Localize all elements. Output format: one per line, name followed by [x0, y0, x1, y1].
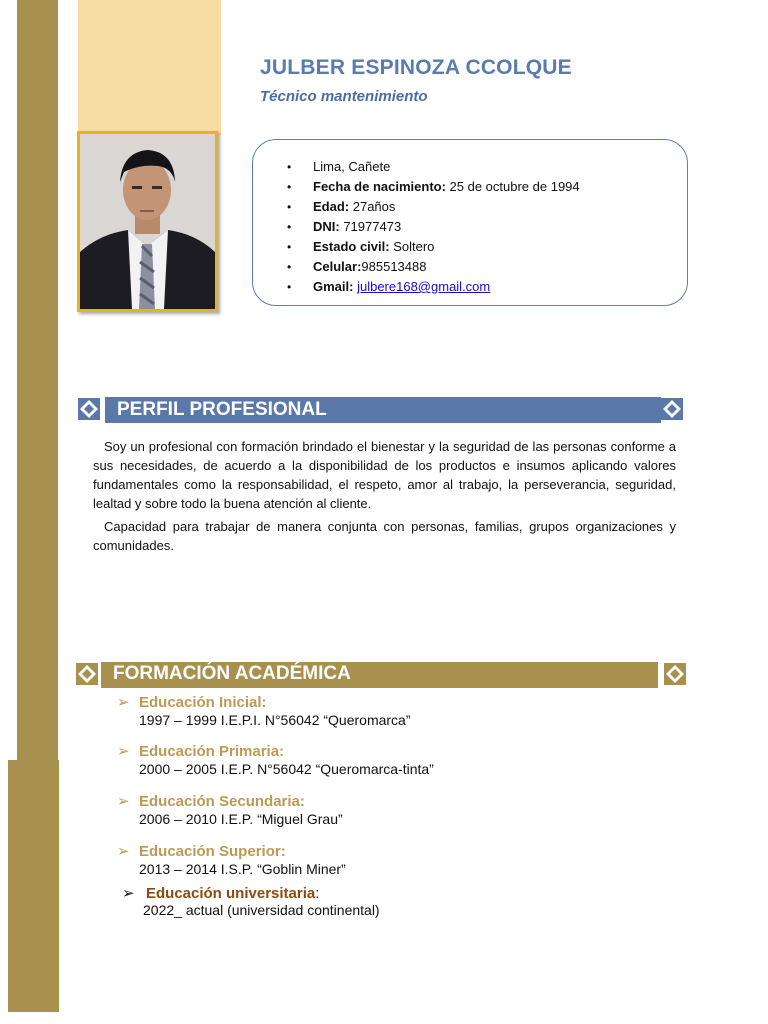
contact-dni: • DNI: 71977473 [287, 217, 580, 237]
education-item [117, 842, 346, 877]
education-item-title: ➢ Educación Superior: [117, 843, 286, 860]
left-side-bar [17, 0, 58, 760]
contact-info-box [252, 139, 688, 306]
education-item-title: ➢ Educación Inicial: [117, 694, 267, 711]
arrow-bullet-icon: ➢ [117, 694, 130, 711]
bullet-icon: • [287, 280, 292, 294]
profile-paragraph: Soy un profesional con formación brindado el bienestar y la seguridad de las personas conforme a sus necesidades, de acuerdo a la disponibilidad de los productos e insumos aplicando valores fundamentales como la responsabilidad, el respeto, amor al trabajo, la perseverancia, seguridad, lealtad y sobre todo la buena atención al cliente. [93, 439, 676, 511]
education-item-detail: 2000 – 2005 I.E.P. N°56042 “Queromarca-tinta” [139, 761, 434, 777]
arrow-bullet-icon: ➢ [117, 793, 130, 810]
diamond-ornament-icon [661, 398, 683, 420]
arrow-bullet-icon: ➢ [117, 743, 130, 760]
bullet-icon: • [287, 160, 292, 174]
profile-photo [77, 131, 218, 312]
profile-text [93, 437, 676, 559]
education-item-title: ➢ Educación Secundaria: [117, 793, 305, 810]
bullet-icon: • [287, 240, 292, 254]
education-item-detail: 2006 – 2010 I.E.P. “Miguel Grau” [139, 811, 343, 827]
profile-paragraph: Capacidad para trabajar de manera conjunta con personas, familias, grupos organizaciones y comunidades. [93, 519, 676, 553]
education-item-detail: 1997 – 1999 I.E.P.I. N°56042 “Queromarca” [139, 712, 411, 728]
education-item-detail: 2022_ actual (universidad continental) [143, 902, 380, 918]
education-item [117, 742, 434, 777]
header-cream-block [78, 0, 221, 135]
education-section-title: FORMACIÓN ACADÉMICA [113, 663, 351, 684]
left-side-bar-bottom [8, 760, 59, 1012]
diamond-ornament-icon [76, 663, 98, 685]
contact-list [287, 157, 580, 297]
profile-section-title: PERFIL PROFESIONAL [117, 399, 327, 420]
education-item [117, 693, 411, 728]
education-item [117, 792, 343, 827]
contact-location: • Lima, Cañete [287, 157, 580, 177]
contact-phone: • Celular:985513488 [287, 257, 580, 277]
diamond-ornament-icon [664, 663, 686, 685]
contact-age: • Edad: 27años [287, 197, 580, 217]
contact-gmail: • Gmail: julbere168@gmail.com [287, 277, 580, 297]
bullet-icon: • [287, 200, 292, 214]
bullet-icon: • [287, 180, 292, 194]
contact-birthdate: • Fecha de nacimiento: 25 de octubre de 1994 [287, 177, 580, 197]
education-item-title: ➢ Educación Primaria: [117, 743, 285, 760]
bullet-icon: • [287, 260, 292, 274]
arrow-bullet-icon: ➢ [122, 885, 135, 902]
contact-civil-status: • Estado civil: Soltero [287, 237, 580, 257]
email-link[interactable]: julbere168@gmail.com [357, 279, 491, 294]
arrow-bullet-icon: ➢ [117, 843, 130, 860]
job-title: Técnico mantenimiento [260, 88, 428, 105]
diamond-ornament-icon [78, 398, 100, 420]
person-portrait-icon [80, 134, 215, 309]
person-name: JULBER ESPINOZA CCOLQUE [260, 56, 572, 79]
education-item-title: ➢ Educación universitaria: [122, 885, 320, 902]
bullet-icon: • [287, 220, 292, 234]
education-item-detail: 2013 – 2014 I.S.P. “Goblin Miner” [139, 861, 346, 877]
education-item-university [122, 884, 380, 918]
